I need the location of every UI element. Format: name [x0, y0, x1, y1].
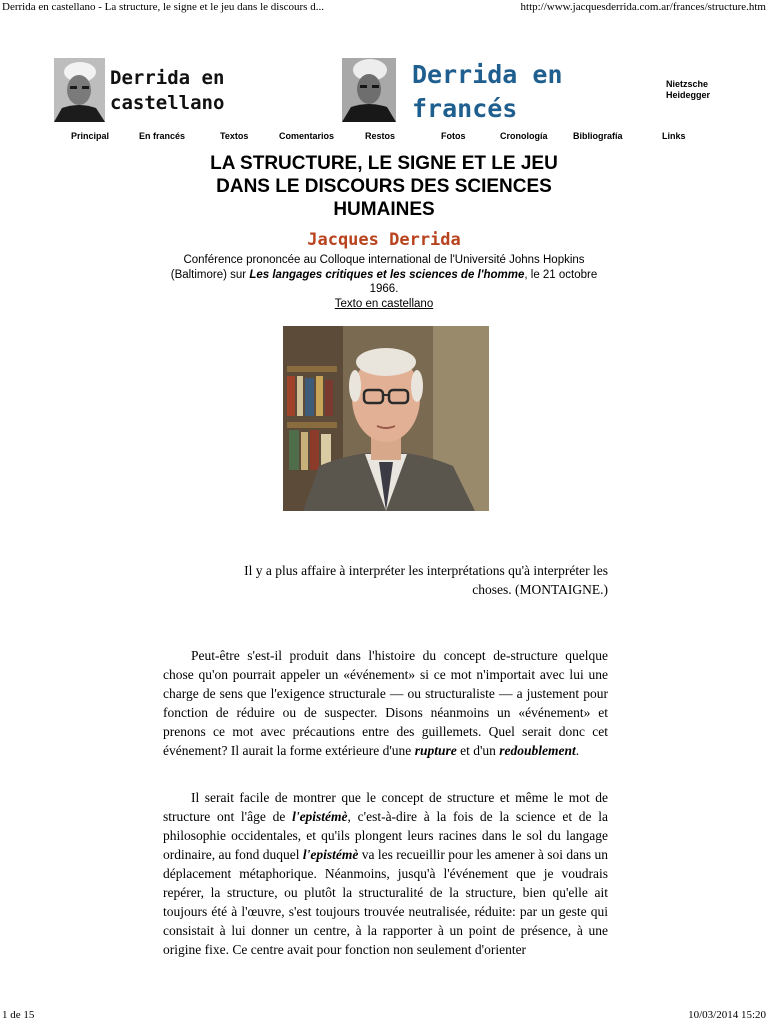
- title-line-2: DANS LE DISCOURS DES SCIENCES: [216, 176, 552, 197]
- p2-text-a: Il serait facile de montrer que le concept de structure et même le mot de structure ont l'âge de: [163, 790, 608, 824]
- page-title: [150, 152, 618, 221]
- conference-note: [160, 253, 608, 297]
- p2-text-c: va les recueillir pour les amener à soi dans un déplacement métaphorique. Néanmoins, jusqu'à l'événement que je voudrais repérer, la structure, ou plutôt la structuralité de la structure, bien qu'elle ait toujours été à l'œuvre, s'est toujours trouvée neutralisée, réduite: par un geste qui consistait à lui donner un centre, à la rapporter à un point de présence, à une origine fixe. Ce centre avait pour fonction non seulement d'orienter: [163, 847, 608, 957]
- p2-emphasis-episteme-1: l'epistémè: [292, 809, 348, 824]
- side-link-nietzsche[interactable]: Nietzsche: [666, 79, 709, 89]
- conference-text-before: Conférence prononcée au Colloque international de l'Université Johns Hopkins (Baltimore) sur: [170, 254, 585, 281]
- epigraph-line-1: Il y a plus affaire à interpréter les interprétations qu'à interpréter les: [244, 563, 608, 578]
- p1-text-a: Peut-être s'est-il produit dans l'histoire du concept de-structure quelque chose qu'on pourrait appeler un «événement» si ce mot n'importait avec lui une charge de sens que l'exigence structurale — ou structuraliste — a justement pour fonction de réduire ou de suspecter. Disons néanmoins un «événement» et prenons ce mot avec précautions entre des guillemets. Quel serait donc cet événement? Il aurait la forme extérieure d'une: [163, 648, 608, 758]
- nav-textos[interactable]: Textos: [220, 131, 249, 141]
- derrida-castellano-logo-photo[interactable]: [54, 58, 105, 122]
- print-page-title: Derrida en castellano - La structure, le signe et le jeu dans le discours d...: [2, 1, 324, 13]
- print-footer: [0, 1008, 768, 1024]
- logo-castellano-line1: Derrida en: [110, 67, 225, 89]
- print-page-count: 1 de 15: [2, 1009, 35, 1021]
- castellano-text-link[interactable]: Texto en castellano: [334, 298, 434, 310]
- nav-links[interactable]: Links: [662, 131, 686, 141]
- nav-comentarios[interactable]: Comentarios: [279, 131, 335, 141]
- logo-frances-line1: Derrida en: [412, 60, 563, 89]
- portrait-photo: [283, 326, 489, 511]
- nav-principal[interactable]: Principal: [71, 131, 110, 141]
- p2-emphasis-episteme-2: l'epistémè: [302, 847, 359, 862]
- conference-text-after: , le 21 octobre 1966.: [369, 268, 598, 295]
- epigraph: [180, 561, 608, 599]
- derrida-castellano-logo[interactable]: [110, 66, 270, 116]
- nav-bibliografia[interactable]: Bibliografía: [573, 131, 623, 141]
- derrida-portrait-icon: [342, 58, 396, 122]
- p2-text-b: , c'est-à-dire à la fois de la science et de la philosophie occidentales, et qu'ils plongent leurs racines dans le sol du langage ordinaire, au fond duquel: [163, 809, 609, 862]
- p1-emphasis-redoublement: redoublement: [499, 743, 576, 758]
- side-links: [666, 79, 746, 101]
- epigraph-line-2: choses. (MONTAIGNE.): [472, 582, 608, 597]
- logo-castellano-line2: castellano: [110, 92, 225, 114]
- p1-text-c: .: [575, 743, 580, 758]
- side-link-heidegger[interactable]: Heidegger: [666, 90, 711, 100]
- print-url: http://www.jacquesderrida.com.ar/frances/structure.htm: [520, 1, 766, 13]
- p1-emphasis-rupture: rupture: [414, 743, 457, 758]
- elderly-man-portrait-icon: [283, 326, 489, 511]
- paragraph-1: [163, 646, 608, 760]
- title-line-3: HUMAINES: [333, 199, 435, 220]
- derrida-frances-logo-photo[interactable]: [342, 58, 396, 122]
- print-header: [0, 0, 768, 16]
- logo-frances-line2: francés: [412, 94, 518, 123]
- nav-fotos[interactable]: Fotos: [441, 131, 466, 141]
- paragraph-2: [163, 788, 608, 959]
- derrida-portrait-icon: [54, 58, 105, 122]
- nav-restos[interactable]: Restos: [365, 131, 396, 141]
- main-nav: [0, 131, 768, 143]
- nav-en-frances[interactable]: En francés: [139, 131, 186, 141]
- title-line-1: LA STRUCTURE, LE SIGNE ET LE JEU: [210, 153, 558, 174]
- derrida-frances-logo[interactable]: [412, 58, 622, 126]
- print-datetime: 10/03/2014 15:20: [688, 1009, 766, 1021]
- author-name: Jacques Derrida: [307, 230, 461, 250]
- conference-title: Les langages critiques et les sciences de l'homme: [249, 268, 525, 281]
- nav-cronologia[interactable]: Cronología: [500, 131, 548, 141]
- p1-text-b: et d'un: [456, 743, 500, 758]
